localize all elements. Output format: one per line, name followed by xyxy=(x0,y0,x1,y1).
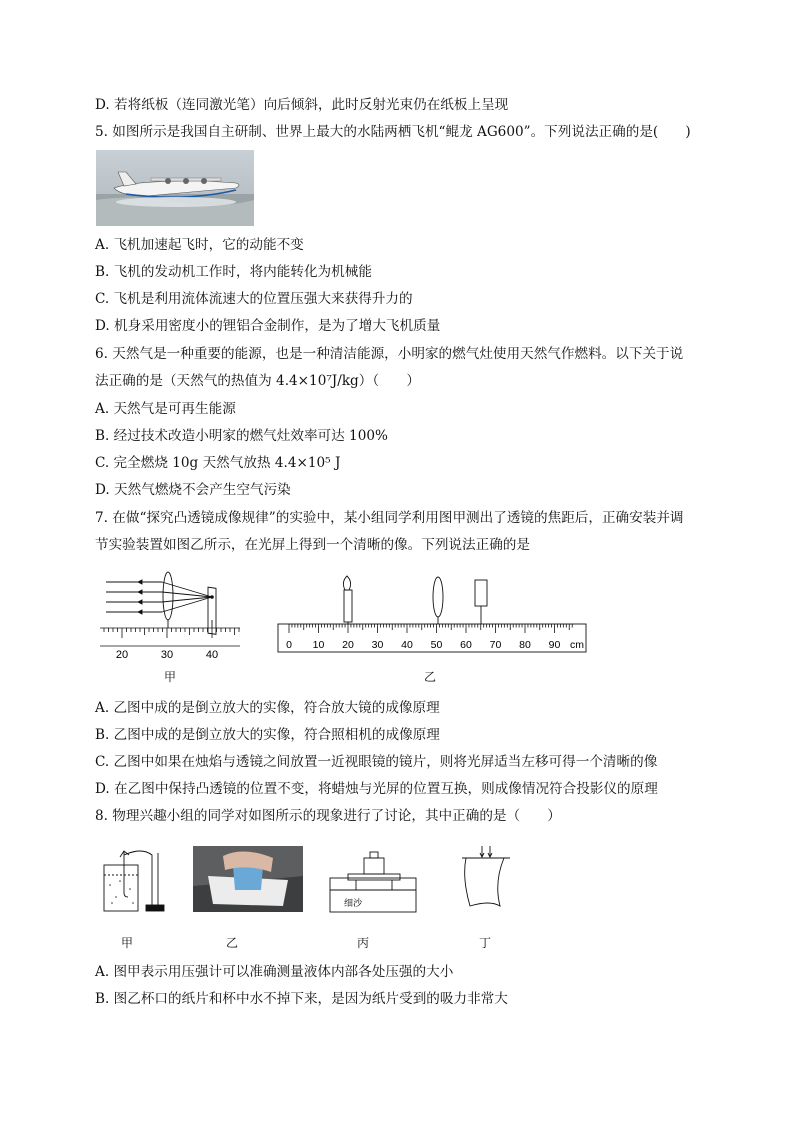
figure-8-ding-paper-blow xyxy=(452,844,520,914)
figure-8-caption-yi: 乙 xyxy=(225,936,238,950)
bing-sand-label: 细沙 xyxy=(344,899,363,909)
yi-tick-label: 60 xyxy=(460,639,472,651)
yi-unit: cm xyxy=(570,639,584,651)
q7-option-a: A. 乙图中成的是倒立放大的实像，符合放大镜的成像原理 xyxy=(95,700,440,716)
q7-option-c: C. 乙图中如果在烛焰与透镜之间放置一近视眼镜的镜片，则将光屏适当左移可得一个清晰的像 xyxy=(95,754,658,770)
jia-tick-40: 40 xyxy=(205,649,219,661)
q6-option-a: A. 天然气是可再生能源 xyxy=(95,401,236,417)
figure-8-caption-ding: 丁 xyxy=(478,936,491,950)
yi-tick-label: 0 xyxy=(286,639,292,651)
yi-tick-label: 80 xyxy=(519,639,531,651)
figure-8-caption-jia: 甲 xyxy=(120,936,133,950)
figure-yi-optical-bench xyxy=(275,572,590,658)
figure-yi-caption: 乙 xyxy=(423,670,436,684)
q4-option-d: D. 若将纸板（连同激光笔）向后倾斜，此时反射光束仍在纸板上呈现 xyxy=(95,97,509,113)
q5-option-d: D. 机身采用密度小的锂铝合金制作，是为了增大飞机质量 xyxy=(95,318,441,334)
figure-jia-caption: 甲 xyxy=(163,670,176,684)
jia-ruler xyxy=(100,628,240,646)
q6-stem-2: 法正确的是（天然气的热值为 4.4×10⁷J/kg）（ ） xyxy=(95,373,420,389)
q7-option-b: B. 乙图中成的是倒立放大的实像，符合照相机的成像原理 xyxy=(95,727,440,743)
q5-stem: 5. 如图所示是我国自主研制、世界上最大的水陆两栖飞机“鲲龙 AG600”。下列说法正确的是( ) xyxy=(95,124,691,140)
yi-tick-label: 10 xyxy=(312,639,325,651)
q5-option-c: C. 飞机是利用流体流速大的位置压强大来获得升力的 xyxy=(95,291,413,307)
figure-8-yi-cup-photo xyxy=(193,846,303,912)
figure-8-bing-sand-table xyxy=(328,848,420,916)
q6-option-b: B. 经过技术改造小明家的燃气灶效率可达 100% xyxy=(95,428,388,444)
yi-tick-label: 50 xyxy=(430,639,443,651)
seaplane-photo xyxy=(96,150,254,226)
yi-tick-label: 90 xyxy=(548,639,561,651)
q8-stem: 8. 物理兴趣小组的同学对如图所示的现象进行了讨论，其中正确的是（ ） xyxy=(95,808,561,824)
q5-option-b: B. 飞机的发动机工作时，将内能转化为机械能 xyxy=(95,264,372,280)
q5-option-a: A. 飞机加速起飞时，它的动能不变 xyxy=(95,237,304,253)
q7-stem-2: 节实验装置如图乙所示，在光屏上得到一个清晰的像。下列说法正确的是 xyxy=(95,537,530,553)
yi-tick-labels xyxy=(286,639,560,651)
jia-tick-30: 30 xyxy=(160,649,174,661)
jia-tick-20: 20 xyxy=(115,649,129,661)
q6-option-d: D. 天然气燃烧不会产生空气污染 xyxy=(95,482,291,498)
figure-jia-focal-length xyxy=(100,566,242,662)
yi-tick-label: 40 xyxy=(401,639,413,651)
q8-option-a: A. 图甲表示用压强计可以准确测量液体内部各处压强的大小 xyxy=(95,964,454,980)
q7-option-d: D. 在乙图中保持凸透镜的位置不变，将蜡烛与光屏的位置互换，则成像情况符合投影仪的原理 xyxy=(95,781,658,797)
yi-tick-label: 30 xyxy=(371,639,384,651)
figure-8-jia-pressure-gauge xyxy=(100,845,170,915)
yi-tick-label: 20 xyxy=(342,639,354,651)
q7-stem-1: 7. 在做“探究凸透镜成像规律”的实验中，某小组同学利用图甲测出了透镜的焦距后，正确安装并调 xyxy=(95,510,684,526)
figure-8-caption-bing: 丙 xyxy=(356,936,369,950)
q6-stem-1: 6. 天然气是一种重要的能源，也是一种清洁能源，小明家的燃气灶使用天然气作燃料。以下关于说 xyxy=(95,346,684,362)
q6-option-c: C. 完全燃烧 10g 天然气放热 4.4×10⁵ J xyxy=(95,455,341,471)
yi-ruler xyxy=(289,624,572,633)
yi-tick-label: 70 xyxy=(489,639,502,651)
q8-option-b: B. 图乙杯口的纸片和杯中水不掉下来，是因为纸片受到的吸力非常大 xyxy=(95,991,508,1007)
